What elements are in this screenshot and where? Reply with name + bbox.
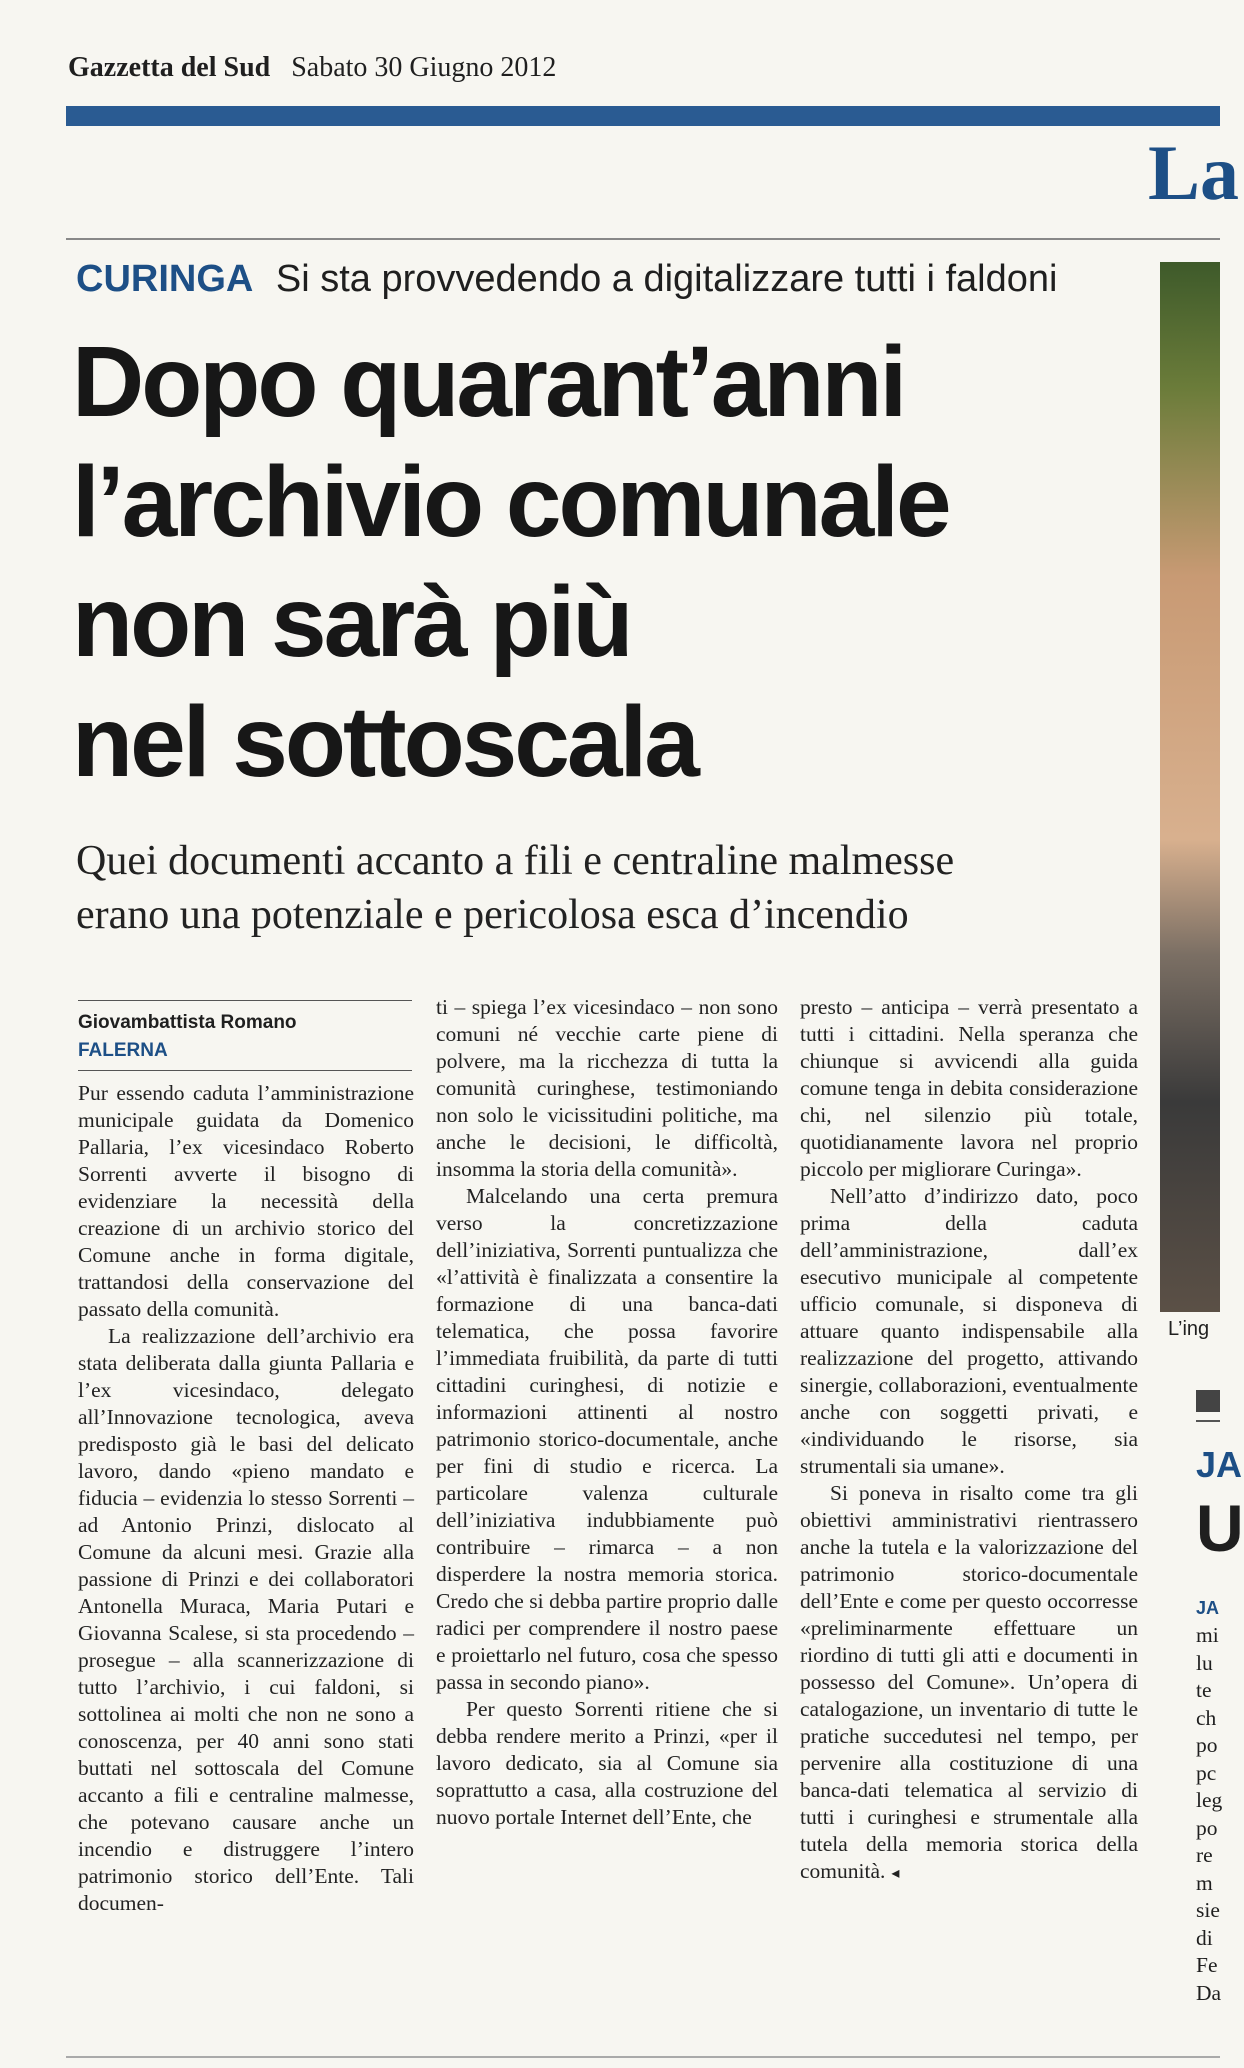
side-article-text [1196, 1622, 1223, 2007]
photo-caption: L’ing [1168, 1318, 1210, 1340]
side-article-dateline: JA [1196, 1598, 1220, 1618]
side-article-line: po [1196, 1815, 1218, 1840]
end-of-article-icon: ◂ [891, 1865, 900, 1882]
side-article-line: leg [1196, 1788, 1223, 1812]
article-paragraph: La realizzazione dell’archivio era stata deliberata dalla giunta Pallaria e l’ex vicesindaco, delegato all’Innovazione tecnologica, aveva predisposto già le basi del delicato lavoro, dando «pieno mandato e fiducia – evidenzia lo stesso Sorrenti – ad Antonio Prinzi, dislocato al Comune da alcuni mesi. Grazie alla passione di Prinzi e dei collaboratori Antonella Muraca, Maria Putari e Giovanna Scalese, si sta procedendo – prosegue – alla scannerizzazione di tutto l’archivio, i cui faldoni, si sottolinea ai molti che non ne sono a conoscenza, per 40 anni sono stati buttati nel sottoscala del Comune accanto a fili e centraline malmesse, che potevano causare anche un incendio e distruggere l’intero patrimonio storico dell’Ente. Tali documen- [78, 1324, 414, 1915]
subheadline-line: Quei documenti accanto a fili e centraline malmesse [76, 838, 955, 884]
byline-author: Giovambattista Romano [78, 1012, 297, 1033]
headline-line: Dopo quarant’anni [72, 326, 905, 438]
headline [72, 322, 1132, 802]
article-paragraph: presto – anticipa – verrà presentato a tutti i cittadini. Nella speranza che chiunque si avvicendi alla guida comune tenga in debita considerazione chi, nel silenzio più totale, quotidianamente lavora nel proprio piccolo per migliorare Curinga». [800, 995, 1138, 1181]
side-article-line: ch [1196, 1705, 1217, 1730]
masthead-date: Sabato 30 Giugno 2012 [291, 52, 557, 83]
side-article-line: di [1196, 1925, 1213, 1950]
side-article-line: Da [1196, 1980, 1222, 2005]
kicker-place: CURINGA [76, 258, 254, 300]
headline-line: non sarà più [72, 566, 631, 678]
headline-line: l’archivio comunale [72, 446, 949, 558]
article-paragraph: Nell’atto d’indirizzo dato, poco prima della caduta dell’amministrazione, dall’ex esecutivo municipale al competente ufficio comunale, si disponeva di attuare quanto indispensabile alla realizzazione del progetto, attivando sinergie, collaborazioni, eventualmente anche con soggetti privati, e «individuando le risorse, sia strumentali sia umane». [800, 1184, 1138, 1478]
masthead-color-bar [66, 106, 1220, 126]
side-article-line: po [1196, 1733, 1218, 1757]
headline-line: nel sottoscala [72, 686, 697, 798]
side-article-line: re [1196, 1843, 1213, 1867]
section-divider [66, 238, 1220, 240]
side-article-rule [1196, 1420, 1220, 1422]
section-word: La [1148, 129, 1240, 216]
article-column-3 [800, 994, 1138, 1887]
article-paragraph: Per questo Sorrenti ritiene che si debba rendere merito a Prinzi, «per il lavoro dedicato, sia al Comune sia soprattutto a casa, alla costruzione del nuovo portale Internet dell’Ente, che [436, 1697, 778, 1829]
article-paragraph-text: Si poneva in risalto come tra gli obiettivi amministrativi rientrassero anche la tutela e la valorizzazione del patrimonio storico-documentale dell’Ente e come per questo occorresse «preliminarmente effettuare un riordino di tutti gli atti e documenti in possesso del Comune». Un’opera di catalogazione, un inventario di tutte le pratiche succedutesi nel tempo, per pervenire alla costituzione di una banca-dati telematica al servizio di tutti i curinghesi e strumentale alla tutela della memoria storica della comunità. [800, 1481, 1138, 1883]
side-article-line: m [1196, 1870, 1213, 1895]
side-article-line: lu [1196, 1650, 1213, 1675]
byline-rule [78, 1000, 412, 1001]
subheadline [76, 834, 1146, 942]
article-paragraph: Pur essendo caduta l’amministrazione municipale guidata da Domenico Pallaria, l’ex vicesindaco Roberto Sorrenti avverte il bisogno di evidenziare la necessità della creazione di un archivio storico del Comune anche in forma digitale, trattandosi della conservazione del passato della comunità. [78, 1081, 414, 1321]
page-bottom-rule [66, 2056, 1220, 2058]
side-article-line: Fe [1196, 1953, 1218, 1977]
side-article-line: pc [1196, 1760, 1217, 1785]
side-article-line: sie [1196, 1898, 1220, 1922]
article-paragraph: ti – spiega l’ex vicesindaco – non sono comuni né vecchie carte piene di polvere, ma la ricchezza di tutta la comunità curinghese, testimoniando non solo le vicissitudini politiche, ma anche le decisioni, le difficoltà, insomma la storia della comunità». [436, 995, 778, 1181]
article-column-2 [436, 994, 778, 1831]
article-column-1 [78, 1080, 414, 1917]
side-article-bar [1196, 1390, 1220, 1412]
byline-dateline: FALERNA [78, 1040, 168, 1061]
kicker [76, 258, 1057, 301]
side-article-line: mi [1196, 1623, 1219, 1647]
dateline-rule [78, 1070, 412, 1071]
side-article-kicker-head: JA [1196, 1444, 1243, 1485]
side-article-headline: U [1196, 1491, 1244, 1565]
side-article-line: te [1196, 1678, 1212, 1702]
article-photo [1160, 262, 1220, 1312]
masthead-paper-name: Gazzetta del Sud [68, 52, 271, 83]
article-paragraph [800, 1480, 1138, 1887]
kicker-text: Si sta provvedendo a digitalizzare tutti i faldoni [275, 258, 1058, 300]
subheadline-line: erano una potenziale e pericolosa esca d’incendio [76, 892, 909, 938]
article-paragraph: Malcelando una certa premura verso la concretizzazione dell’iniziativa, Sorrenti puntualizza che «l’attività è finalizzata a consentire la formazione di una banca-dati telematica, che possa favorire l’immediata fruibilità, da parte di tutti cittadini curinghesi, di notizie e informazioni attinenti al nostro patrimonio storico-documentale, anche per fini di studio e ricerca. La particolare valenza culturale dell’iniziativa indubbiamente può contribuire – rimarca – a non disperdere la nostra memoria storica. Credo che si debba partire proprio dalle radici per comprendere il nostro paese e proiettarlo nel futuro, cosa che spesso passa in secondo piano». [436, 1184, 778, 1694]
masthead [68, 52, 556, 84]
